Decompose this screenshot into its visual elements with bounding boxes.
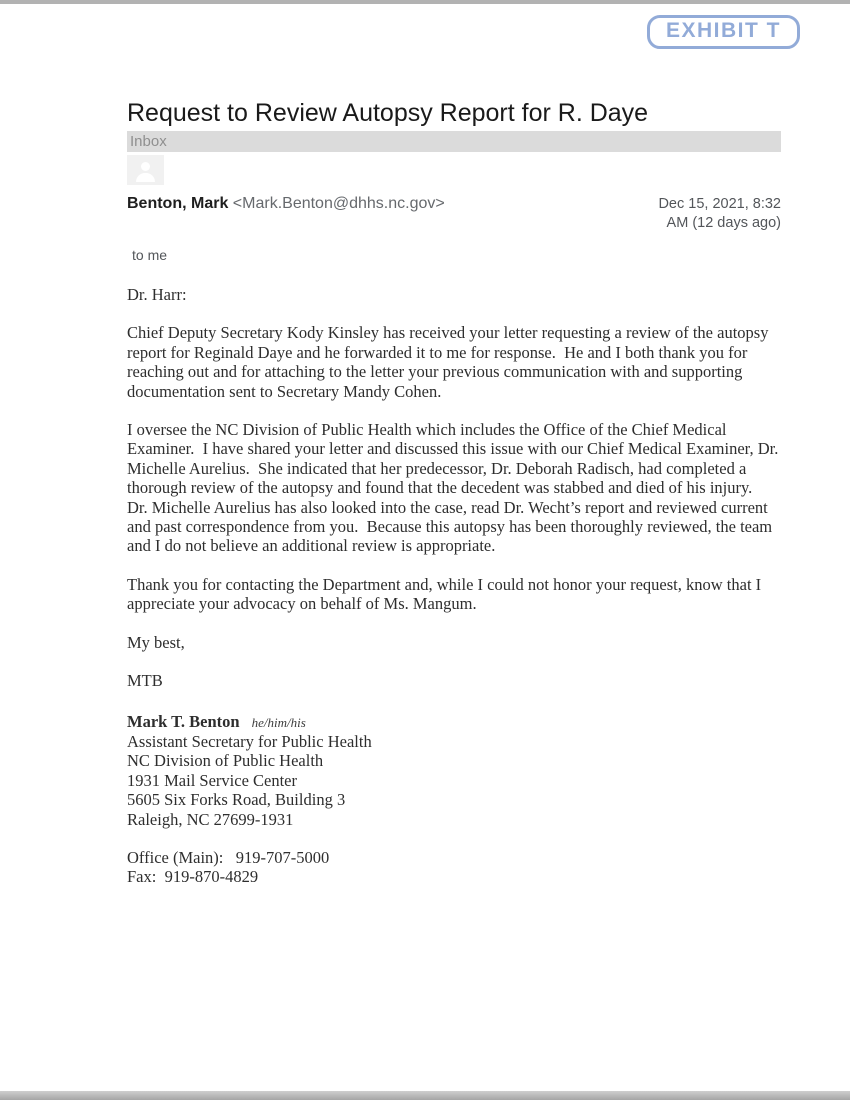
- contact-phone-block: [127, 848, 781, 887]
- email-subject: Request to Review Autopsy Report for R. Daye: [127, 99, 649, 127]
- sender-email-address: <Mark.Benton@dhhs.nc.gov>: [232, 195, 445, 212]
- body-paragraph-1: Chief Deputy Secretary Kody Kinsley has received your letter requesting a review of the autopsy report for Reginald Daye and he forwarded it to me for response. He and I both thank you for reaching out and for attaching to the letter your previous communication with and supporting documentation sent to Secretary Mandy Cohen.: [127, 323, 773, 401]
- sender-avatar: [127, 155, 164, 185]
- signature-address-line2: 5605 Six Forks Road, Building 3: [127, 790, 346, 810]
- signature-pronouns: he/him/his: [251, 714, 306, 730]
- email-header-row: [127, 195, 781, 233]
- email-document: [127, 99, 781, 887]
- body-paragraph-2: I oversee the NC Division of Public Health which includes the Office of the Chief Medical Examiner. I have shared your letter and discussed this issue with our Chief Medical Examiner, Dr. Michelle Aurelius. She indicated that her predecessor, Dr. Deborah Radisch, had completed a thorough review of the autopsy and found that the decedent was stabbed and died of his injury. Dr. Michelle Aurelius has also looked into the case, read Dr. Wecht’s report and reviewed current and past correspondence from you. Because this autopsy has been thoroughly reviewed, the team and I do not believe an additional review is appropriate.: [127, 420, 783, 556]
- body-closing: My best,: [127, 632, 185, 652]
- body-salutation: Dr. Harr:: [127, 285, 187, 304]
- signature-name: Mark T. Benton: [127, 711, 240, 731]
- office-phone: Office (Main): 919-707-5000: [127, 847, 330, 867]
- page-bottom-edge: [0, 1091, 850, 1100]
- email-date-line1: Dec 15, 2021, 8:32: [658, 196, 781, 212]
- signature-org: NC Division of Public Health: [127, 751, 324, 771]
- inbox-label: Inbox: [127, 131, 781, 152]
- signature-address-line1: 1931 Mail Service Center: [127, 770, 297, 790]
- signature-block: [127, 712, 781, 829]
- recipient-label: to me: [132, 247, 168, 263]
- signature-title: Assistant Secretary for Public Health: [127, 731, 372, 751]
- email-date: [658, 195, 781, 233]
- body-paragraph-3: Thank you for contacting the Department and, while I could not honor your request, know that I appreciate your advocacy on behalf of Ms. Mangum.: [127, 574, 766, 614]
- person-icon-body: [136, 173, 155, 182]
- page-top-edge: [0, 0, 850, 4]
- sender-line: [127, 195, 445, 213]
- exhibit-stamp: EXHIBIT T: [647, 15, 800, 49]
- signature-address-line3: Raleigh, NC 27699-1931: [127, 809, 294, 829]
- fax-number: Fax: 919-870-4829: [127, 867, 259, 887]
- email-date-line2: AM (12 days ago): [666, 215, 781, 231]
- signature-name-line: [127, 712, 781, 732]
- body-initials: MTB: [127, 671, 163, 691]
- email-body: [127, 285, 781, 691]
- sender-name: Benton, Mark: [127, 195, 229, 212]
- person-icon: [141, 162, 150, 171]
